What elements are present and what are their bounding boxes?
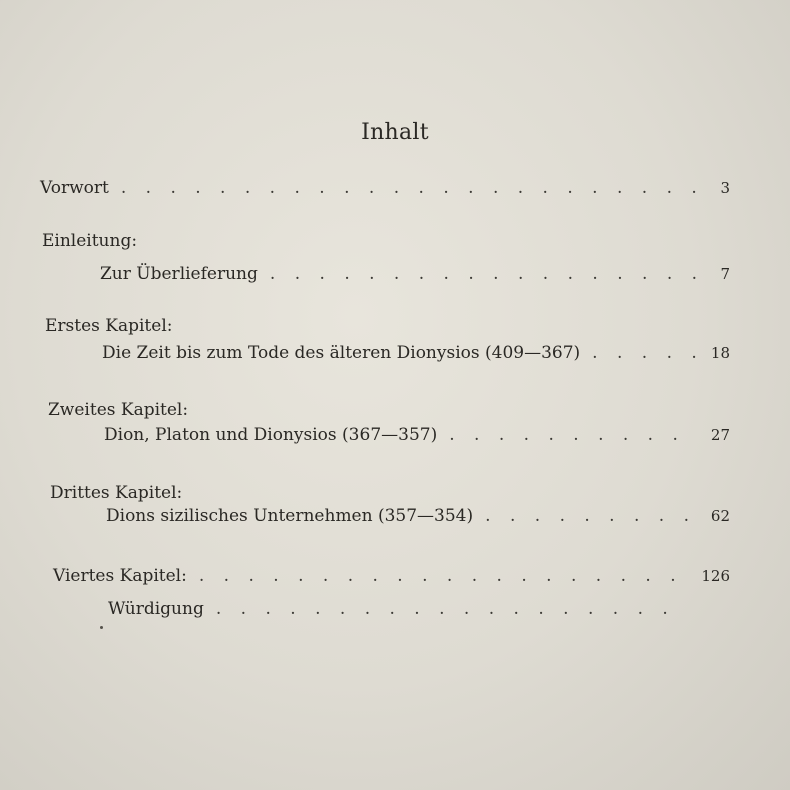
chapter-heading-2: Zweites Kapitel: — [48, 400, 189, 420]
chapter-heading-1: Erstes Kapitel: — [45, 316, 173, 336]
toc-page-number: 3 — [720, 179, 730, 197]
toc-entry-label: Vorwort — [40, 178, 109, 198]
toc-entry-label: Dion, Platon und Dionysios (367—357) — [104, 425, 438, 445]
dot-leader — [199, 566, 694, 586]
chapter-heading-row-4 — [53, 566, 730, 586]
page-title: Inhalt — [361, 120, 429, 145]
section-heading-introduction: Einleitung: — [42, 231, 138, 251]
paper-speck — [100, 626, 103, 629]
dot-leader — [592, 343, 696, 363]
dot-leader — [485, 506, 696, 526]
toc-page-number: 18 — [710, 344, 730, 362]
toc-entry-chapter-2 — [104, 425, 730, 445]
toc-page-number: 62 — [710, 507, 730, 525]
dot-leader — [449, 425, 696, 445]
chapter-heading-3: Drittes Kapitel: — [50, 483, 183, 503]
toc-page-number: 27 — [710, 426, 730, 444]
toc-entry-chapter-3 — [106, 506, 730, 526]
toc-page-number: 7 — [720, 265, 730, 283]
toc-entry-preface — [40, 178, 730, 198]
toc-entry-chapter-1 — [102, 343, 730, 363]
toc-entry-introduction — [100, 264, 730, 284]
toc-entry-label: Dions sizilisches Unternehmen (357—354) — [106, 506, 474, 526]
dot-leader — [216, 599, 682, 619]
toc-entry-chapter-4 — [108, 599, 690, 619]
chapter-heading-4: Viertes Kapitel: — [53, 566, 187, 586]
dot-leader — [270, 264, 696, 284]
toc-entry-label: Würdigung — [108, 599, 204, 619]
dot-leader — [121, 178, 696, 198]
toc-entry-label: Zur Überlieferung — [100, 264, 258, 284]
toc-entry-label: Die Zeit bis zum Tode des älteren Dionysios (409—367) — [102, 343, 581, 363]
toc-page-number: 126 — [701, 567, 730, 585]
